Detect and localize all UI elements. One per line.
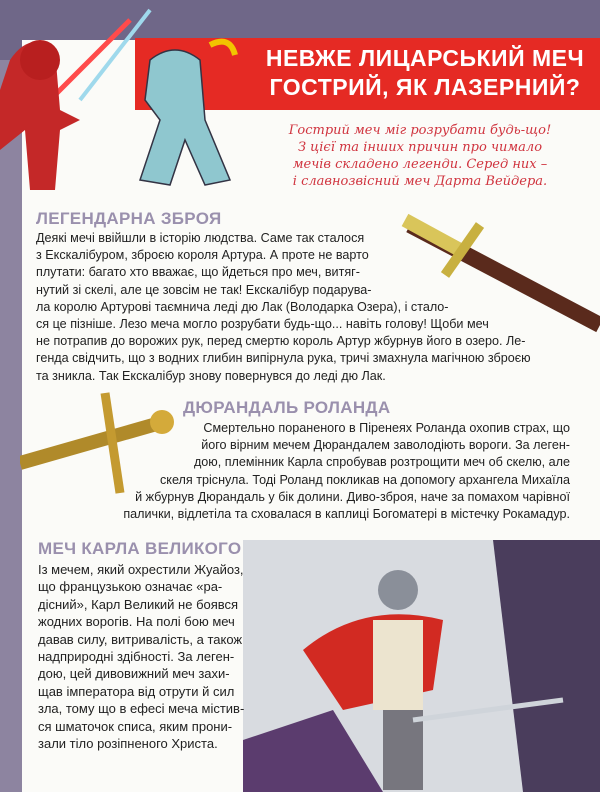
section-text-joyeuse bbox=[38, 561, 244, 752]
text-line: ся це пізніше. Лезо меча могло розрубати будь-що... навіть голову! Щоби меч bbox=[36, 317, 489, 332]
section-text-excalibur bbox=[36, 230, 531, 385]
text-line: давав силу, витривалість, а також bbox=[38, 631, 243, 647]
text-line: та зникла. Так Екскалібур знову повернувся до леді дю Лак. bbox=[36, 368, 386, 383]
section-heading-excalibur: ЛЕГЕНДАРНА ЗБРОЯ bbox=[36, 209, 222, 228]
text-line: не потрапив до ворожих рук, перед смертю король Артур жбурнув його в озеро. Ле- bbox=[36, 334, 526, 349]
title-line: НЕВЖЕ ЛИЦАРСЬКИЙ МЕЧ bbox=[265, 45, 585, 71]
text-line: щав імператора від отрути й сил bbox=[38, 683, 235, 699]
text-line: й жбурнув Дюрандаль у бік долини. Диво-зброя, наче за помахом чарівної bbox=[135, 489, 570, 504]
text-line: що французькою означає «ра- bbox=[38, 579, 223, 595]
text-line: його вірним мечем Дюрандалем заволодіють вороги. За леген- bbox=[201, 438, 570, 453]
section-heading-joyeuse: МЕЧ КАРЛА ВЕЛИКОГО bbox=[38, 539, 242, 558]
lead-line: З цієї та інших причин про чимало bbox=[297, 140, 543, 155]
text-line: Із мечем, який охрестили Жуайоз, bbox=[38, 562, 244, 577]
text-line: дою, племінник Карла спробував розтрощити меч об скелю, але bbox=[193, 455, 570, 470]
text-line: Смертельно пораненого в Піренеях Роланда охопив страх, що bbox=[203, 421, 570, 435]
text-line: генда свідчить, що з водних глибин випірнула рука, тричі змахнула магічною зброєю bbox=[36, 351, 531, 366]
text-line: зали тіло розіпненого Христа. bbox=[38, 736, 218, 752]
section-heading-durandal: ДЮРАНДАЛЬ РОЛАНДА bbox=[183, 398, 391, 417]
text-line: палички, відлетіла та сховалася в каплиці Богоматері в містечку Рокамадур. bbox=[123, 507, 570, 522]
text-line: жодних ворогів. На полі бою меч bbox=[38, 614, 235, 630]
text-line: дісний», Карл Великий не боявся bbox=[38, 596, 239, 612]
text-line: ся шматочок списа, яким прони- bbox=[38, 718, 233, 734]
charlemagne-illustration bbox=[243, 540, 600, 792]
text-line: ла королю Артурові таємнича леді дю Лак (Володарка Озера), і стало- bbox=[36, 299, 449, 314]
knights-illustration bbox=[0, 0, 250, 200]
lead-line: Гострий меч міг розрубати будь-що! bbox=[288, 123, 552, 138]
page-title bbox=[260, 44, 590, 102]
title-line: ГОСТРИЙ, ЯК ЛАЗЕРНИЙ? bbox=[269, 74, 581, 100]
text-line: плутати: багато хто вважає, що йдеться про меч, витяг- bbox=[36, 265, 360, 280]
text-line: нутий зі скелі, але це зовсім не так! Екскалібур подарува- bbox=[36, 282, 372, 297]
text-line: скеля тріснула. Тоді Роланд покликав на допомогу архангела Михаїла bbox=[160, 472, 570, 487]
text-line: зла, тому що в ефесі меча містив- bbox=[38, 701, 245, 717]
lead-line: мечів складено легенди. Серед них – bbox=[292, 157, 548, 172]
text-line: з Екскалібуром, зброєю короля Артура. А проте не варто bbox=[36, 248, 369, 263]
text-line: дою, цей дивовижний меч захи- bbox=[38, 666, 230, 682]
text-line: надприродні здібності. За леген- bbox=[38, 649, 235, 665]
lead-line: і славнозвісний меч Дарта Вейдера. bbox=[292, 174, 548, 189]
lead-text bbox=[255, 122, 585, 190]
section-text-durandal bbox=[123, 420, 570, 523]
text-line: Деякі мечі ввійшли в історію людства. Саме так сталося bbox=[36, 231, 365, 245]
